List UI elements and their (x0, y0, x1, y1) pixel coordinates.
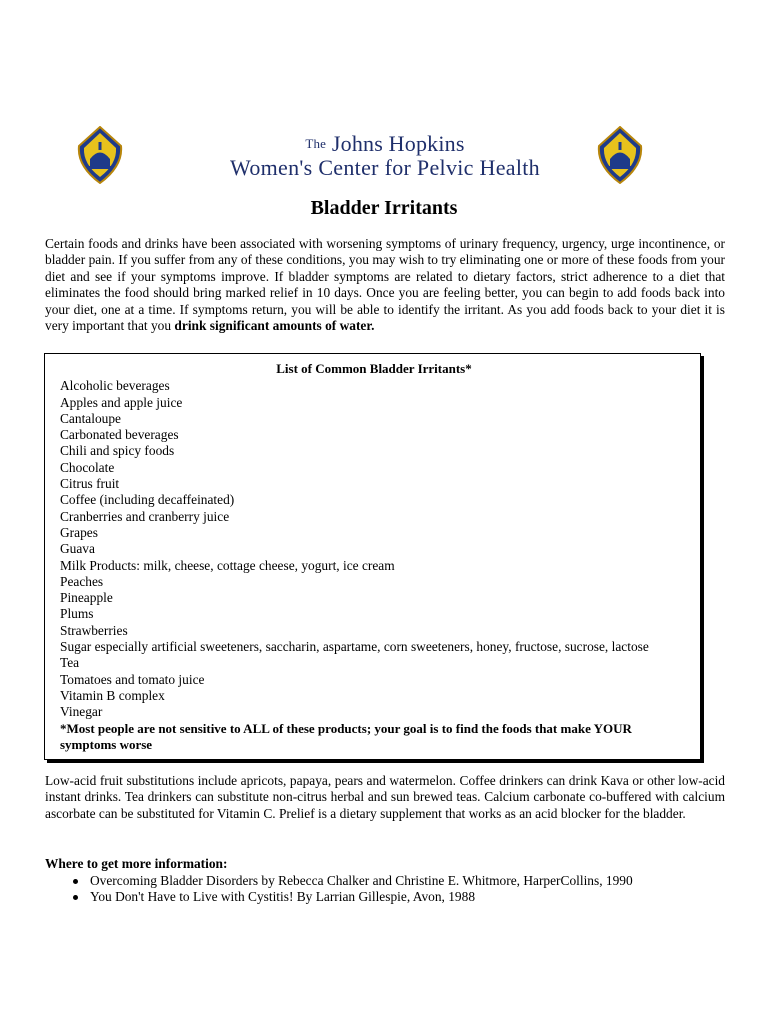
irritant-item: Cantaloupe (60, 410, 121, 426)
resource-text: Overcoming Bladder Disorders by Rebecca Chalker and Christine E. Whitmore, HarperCollins, 1990 (90, 873, 633, 888)
irritant-item: Strawberries (60, 622, 128, 638)
irritant-item: Milk Products: milk, cheese, cottage cheese, yogurt, ice cream (60, 557, 395, 573)
brand-name: Johns Hopkins (331, 131, 465, 156)
irritant-item: Vinegar (60, 704, 103, 720)
irritants-heading: List of Common Bladder Irritants* (276, 361, 472, 376)
irritant-item: Apples and apple juice (60, 394, 183, 410)
irritant-item: Tea (60, 655, 80, 671)
intro-paragraph (45, 236, 725, 334)
irritant-item: Plums (60, 606, 94, 622)
intro-emphasis: drink significant amounts of water. (174, 318, 375, 334)
irritants-box (44, 353, 701, 760)
bullet-icon (73, 879, 78, 884)
intro-text: Certain foods and drinks have been associated with worsening symptoms of urinary frequency, urgency, urge incontinence, or bladder pain. If you suffer from any of these conditions, you may wish to try eliminating one or more of these foods from your diet and see if your symptoms improve. If bladder symptoms are related to dietary factors, strict adherence to a diet that eliminates the food should bring marked relief in 10 days. Once you are feeling better, you can begin to add foods back into your diet, one at a time. If symptoms return, you will be able to identify the irritant. As you add foods back to your diet it is very important that you (45, 236, 725, 334)
resource-item (73, 889, 633, 905)
brand-subtitle: Women's Center for Pelvic Health (230, 155, 540, 180)
irritant-item: Cranberries and cranberry juice (60, 508, 230, 524)
irritant-item: Tomatoes and tomato juice (60, 671, 205, 687)
irritant-item: Citrus fruit (60, 476, 120, 492)
irritant-item: Chocolate (60, 459, 115, 475)
irritant-item: Carbonated beverages (60, 427, 179, 443)
irritant-item: Grapes (60, 524, 98, 540)
irritant-item: Vitamin B complex (60, 687, 165, 703)
resource-list (73, 873, 633, 906)
page-title: Bladder Irritants (310, 197, 458, 219)
irritant-item: Alcoholic beverages (60, 378, 170, 394)
letterhead (0, 118, 768, 188)
irritant-item: Pineapple (60, 590, 113, 606)
resource-text: You Don't Have to Live with Cystitis! By Larrian Gillespie, Avon, 1988 (90, 889, 476, 905)
johns-hopkins-dome-shield-icon (595, 126, 645, 184)
irritant-item: Coffee (including decaffeinated) (60, 492, 235, 508)
resource-item (73, 873, 633, 889)
irritants-list (60, 378, 688, 720)
more-info-heading: Where to get more information: (45, 856, 228, 871)
bullet-icon (73, 895, 78, 900)
irritants-note: *Most people are not sensitive to ALL of these products; your goal is to find the foods that make YOUR symptoms worse (60, 720, 632, 752)
brand-logotype (210, 132, 560, 180)
brand-the: The (305, 136, 327, 151)
substitutions-paragraph: Low-acid fruit substitutions include apricots, papaya, pears and watermelon. Coffee drinkers can drink Kava or other low-acid instant drinks. Tea drinkers can substitute non-citrus herbal and sun brewed teas. Calcium carbonate co-buffered with calcium ascorbate can be substituted for Vitamin C. Prelief is a dietary supplement that works as an acid blocker for the bladder. (45, 773, 725, 821)
irritant-item: Chili and spicy foods (60, 443, 175, 459)
irritant-item: Peaches (60, 573, 104, 589)
irritant-item: Guava (60, 541, 95, 557)
irritant-item: Sugar especially artificial sweeteners, saccharin, aspartame, corn sweeteners, honey, fructose, sucrose, lactose (60, 639, 649, 655)
johns-hopkins-dome-shield-icon (75, 126, 125, 184)
